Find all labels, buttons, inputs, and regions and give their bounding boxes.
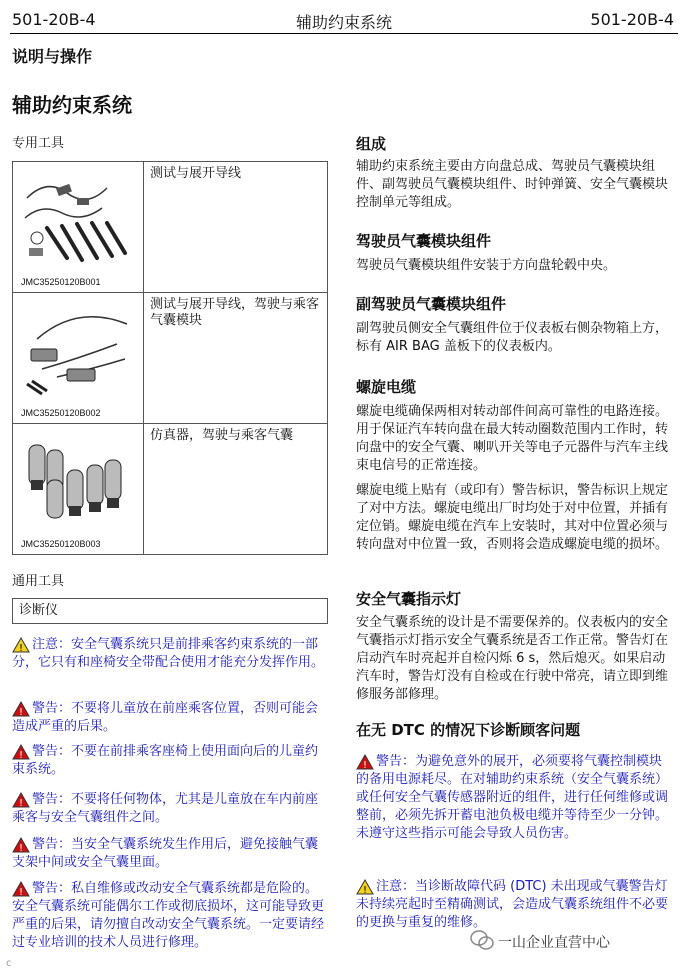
- caution-note: [356, 878, 668, 932]
- no-dtc-heading: 在无 DTC 的情况下诊断顾客问题: [356, 721, 581, 739]
- wechat-icon: [470, 929, 494, 951]
- tool-row: [13, 293, 327, 424]
- warning-icon: [12, 792, 30, 808]
- passenger-module-heading: 副驾驶员气囊模块组件: [356, 295, 507, 313]
- test-lead-harness-illustration: [17, 168, 137, 268]
- tool-description: 测试与展开导线: [150, 166, 242, 181]
- driver-module-heading: 驾驶员气囊模块组件: [356, 232, 492, 250]
- tool-image-harness: [13, 162, 144, 292]
- tool-row: [13, 162, 327, 293]
- driver-module-text: 驾驶员气囊模块组件安装于方向盘轮毂中央。: [356, 258, 617, 273]
- passenger-module-text: 副驾驶员侧安全气囊组件位于仪表板右侧杂物箱上方，标有 AIR BAG 盖板下的仪表板内。: [356, 321, 669, 354]
- general-tool-box: 诊断仪: [12, 598, 328, 624]
- tool-code: JMC35250120B001: [21, 277, 101, 287]
- clockspring-heading: 螺旋电缆: [356, 378, 417, 396]
- tool-image-simulator: [13, 424, 144, 554]
- warning-icon: [12, 881, 30, 897]
- caution-note: [12, 636, 326, 672]
- indicator-heading: 安全气囊指示灯: [356, 590, 462, 608]
- indicator-text: 安全气囊系统的设计是不需要保养的。仪表板内的安全气囊指示灯指示安全气囊系统是否工作正常。警告灯在启动汽车时亮起并自检闪烁 6 s，然后熄灭。如果启动汽车时，警告灯没有自检或在行驶中常亮，请立即到维修服务部修理。: [356, 615, 669, 702]
- warning-note: [12, 743, 326, 779]
- header-doc-number-left: 501-20B-4: [12, 10, 96, 29]
- header-rule: [10, 33, 678, 34]
- caution-icon: [12, 637, 30, 653]
- general-tools-label: 通用工具: [12, 574, 65, 589]
- svg-text:!: !: [18, 707, 24, 717]
- warning-icon: [12, 744, 30, 760]
- page-title: 辅助约束系统: [12, 93, 132, 117]
- composition-heading: 组成: [356, 135, 387, 153]
- special-tools-label: 专用工具: [12, 136, 65, 151]
- svg-text:!: !: [18, 843, 24, 853]
- warning-text: 警告：为避免意外的展开，必须要将气囊控制模块的备用电源耗尽。在对辅助约束系统（安全气囊系统）或任何安全气囊传感器附近的组件，进行任何维修或调整前，必须先拆开蓄电池负极电缆并等待至少一分钟。未遵守这些指示可能会导致人员伤害。: [356, 754, 669, 841]
- tool-row: [13, 424, 327, 554]
- warning-note: [12, 700, 326, 736]
- svg-text:!: !: [362, 760, 368, 770]
- tool-description: 测试与展开导线，驾驶与乘客气囊模块: [150, 297, 320, 328]
- airbag-test-lead-illustration: [17, 299, 137, 399]
- tool-code: JMC35250120B002: [21, 408, 101, 418]
- svg-text:!: !: [18, 798, 24, 808]
- tool-description: 仿真器，驾驶与乘客气囊: [150, 428, 294, 443]
- airbag-simulator-illustration: [17, 430, 137, 530]
- clockspring-text-1: 螺旋电缆确保两相对转动部件间高可靠性的电路连接。用于保证汽车转向盘在最大转动圈数范围内工作时，转向盘中的安全气囊、喇叭开关等电子元器件与汽车主线束电信号的正常连接。: [356, 404, 669, 473]
- svg-text:!: !: [362, 885, 368, 895]
- special-tools-table: [12, 161, 328, 555]
- svg-text:!: !: [18, 643, 24, 653]
- tool-image-airbag-leads: [13, 293, 144, 423]
- caution-text: 注意：安全气囊系统只是前排乘客约束系统的一部分，它只有和座椅安全带配合使用才能充分发挥作用。: [12, 637, 325, 670]
- warning-text: 警告：不要将任何物体，尤其是儿童放在车内前座乘客与安全气囊组件之间。: [12, 792, 319, 825]
- clockspring-text-2: 螺旋电缆上贴有（或印有）警告标识，警告标识上规定了对中方法。螺旋电缆出厂时均处于对中位置，并插有定位销。螺旋电缆在汽车上安装时，其对中位置必须与转向盘对中位置一致，否则将会造成螺旋电缆的损坏。: [356, 483, 669, 552]
- warning-text: 警告：不要将儿童放在前座乘客位置，否则可能会造成严重的后果。: [12, 701, 319, 734]
- warning-icon: [12, 701, 30, 717]
- warning-icon: [356, 754, 374, 770]
- warning-text: 警告：当安全气囊系统发生作用后，避免接触气囊支架中间或安全气囊里面。: [12, 837, 319, 870]
- warning-note: [12, 791, 326, 827]
- warning-text: 警告：不要在前排乘客座椅上使用面向后的儿童约束系统。: [12, 744, 319, 777]
- section-title: 说明与操作: [12, 47, 93, 66]
- warning-text: 警告：私自维修或改动安全气囊系统都是危险的。安全气囊系统可能偶尔工作或彻底损坏，这可能导致更严重的后果，请勿擅自改动安全气囊系统。一定要请经过专业培训的技术人员进行修理。: [12, 881, 325, 950]
- warning-icon: [12, 837, 30, 853]
- page-corner-mark: c: [6, 958, 12, 969]
- svg-text:!: !: [18, 887, 24, 897]
- watermark-text: 一山企业直营中心: [498, 935, 610, 951]
- warning-note: [12, 836, 326, 872]
- caution-icon: [356, 879, 374, 895]
- warning-note: [356, 753, 668, 843]
- tool-code: JMC35250120B003: [21, 539, 101, 549]
- header-title: 辅助约束系统: [295, 13, 392, 32]
- header-doc-number-right: 501-20B-4: [590, 10, 674, 29]
- svg-text:!: !: [18, 750, 24, 760]
- composition-text: 辅助约束系统主要由方向盘总成、驾驶员气囊模块组件、副驾驶员气囊模块组件、时钟弹簧、安全气囊模块控制单元等组成。: [356, 159, 669, 210]
- warning-note: [12, 880, 326, 966]
- caution-text: 注意：当诊断故障代码 (DTC) 未出现或气囊警告灯未持续亮起时至精确测试，会造成气囊系统组件不必要的更换与重复的维修。: [356, 879, 669, 930]
